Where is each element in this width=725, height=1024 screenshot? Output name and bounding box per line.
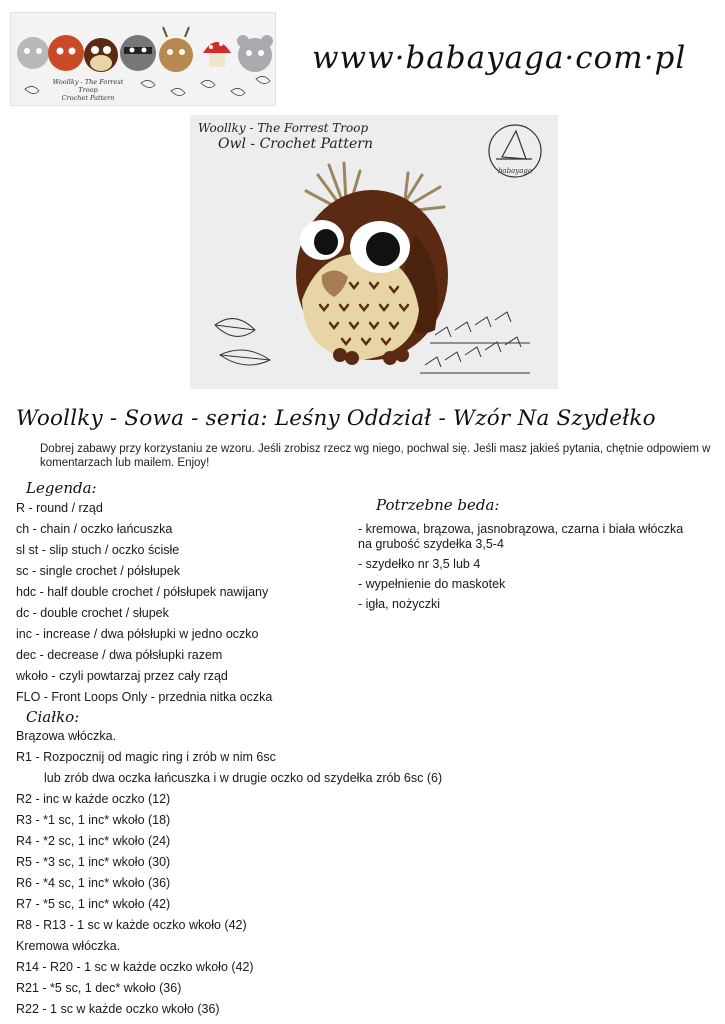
logo-text: babayaga xyxy=(497,167,533,175)
legend-heading: Legenda: xyxy=(26,479,97,497)
instruction-line: lub zrób dwa oczka łańcuszka i w drugie oczko od szydełka zrób 6sc (6) xyxy=(44,771,443,785)
owl-photo xyxy=(190,115,558,389)
banner-caption xyxy=(45,78,131,102)
instruction-line: R2 - inc w każde oczko (12) xyxy=(16,792,171,806)
site-url[interactable]: www·babayaga·com·pl xyxy=(312,40,687,76)
legend-item: dc - double crochet / słupek xyxy=(16,606,169,620)
instruction-line: Brązowa włóczka. xyxy=(16,729,117,743)
instruction-line: Kremowa włóczka. xyxy=(16,939,121,953)
instruction-line: R22 - 1 sc w każde oczko wkoło (36) xyxy=(16,1002,220,1016)
banner-caption-line2: Crochet Pattern xyxy=(61,94,115,102)
instruction-line: R6 - *4 sc, 1 inc* wkoło (36) xyxy=(16,876,171,890)
intro-text: Dobrej zabawy przy korzystaniu ze wzoru. Jeśli zrobisz rzecz wg niego, pochwal się. Jeśli masz jakieś pytania, chętnie odpowiem w komentarzach lub mailem. Enjoy! xyxy=(40,443,711,469)
instruction-line: R5 - *3 sc, 1 inc* wkoło (30) xyxy=(16,855,171,869)
banner-caption-line1: Woollky - The Forrest Troop xyxy=(52,78,124,94)
crocheted-owl-illustration xyxy=(190,115,558,389)
instruction-line: R1 - Rozpocznij od magic ring i zrób w nim 6sc xyxy=(16,750,276,764)
legend-item: sc - single crochet / półsłupek xyxy=(16,564,180,578)
body-heading: Ciałko: xyxy=(26,708,80,726)
header-banner xyxy=(10,12,276,106)
instruction-line: R14 - R20 - 1 sc w każde oczko wkoło (42) xyxy=(16,960,254,974)
legend-item: ch - chain / oczko łańcuszka xyxy=(16,522,173,536)
instruction-line: R3 - *1 sc, 1 inc* wkoło (18) xyxy=(16,813,171,827)
needs-heading: Potrzebne beda: xyxy=(376,496,500,514)
legend-item: inc - increase / dwa półsłupki w jedno oczko xyxy=(16,627,259,641)
instruction-line: R4 - *2 sc, 1 inc* wkoło (24) xyxy=(16,834,171,848)
needs-item: - kremowa, brązowa, jasnobrązowa, czarna i biała włóczka na grubość szydełka 3,5-4 xyxy=(358,522,684,551)
needs-list xyxy=(358,522,698,617)
legend-item: dec - decrease / dwa półsłupki razem xyxy=(16,648,223,662)
legend-item: R - round / rząd xyxy=(16,501,103,515)
legend-item: hdc - half double crochet / półsłupek nawijany xyxy=(16,585,269,599)
needs-item: - igła, nożyczki xyxy=(358,597,440,611)
legend-item: sl st - slip stuch / oczko ścisłe xyxy=(16,543,180,557)
instruction-line: R21 - *5 sc, 1 dec* wkoło (36) xyxy=(16,981,182,995)
needs-item: - wypełnienie do maskotek xyxy=(358,577,506,591)
instruction-line: R8 - R13 - 1 sc w każde oczko wkoło (42) xyxy=(16,918,247,932)
photo-title-line1: Woollky - The Forrest Troop xyxy=(198,121,369,135)
page-title: Woollky - Sowa - seria: Leśny Oddział - Wzór Na Szydełko xyxy=(16,406,656,431)
legend-item: wkoło - czyli powtarzaj przez cały rząd xyxy=(16,669,228,683)
instruction-line: R7 - *5 sc, 1 inc* wkoło (42) xyxy=(16,897,171,911)
photo-title-line2: Owl - Crochet Pattern xyxy=(218,136,374,152)
needs-item: - szydełko nr 3,5 lub 4 xyxy=(358,557,481,571)
legend-item: FLO - Front Loops Only - przednia nitka oczka xyxy=(16,690,273,704)
